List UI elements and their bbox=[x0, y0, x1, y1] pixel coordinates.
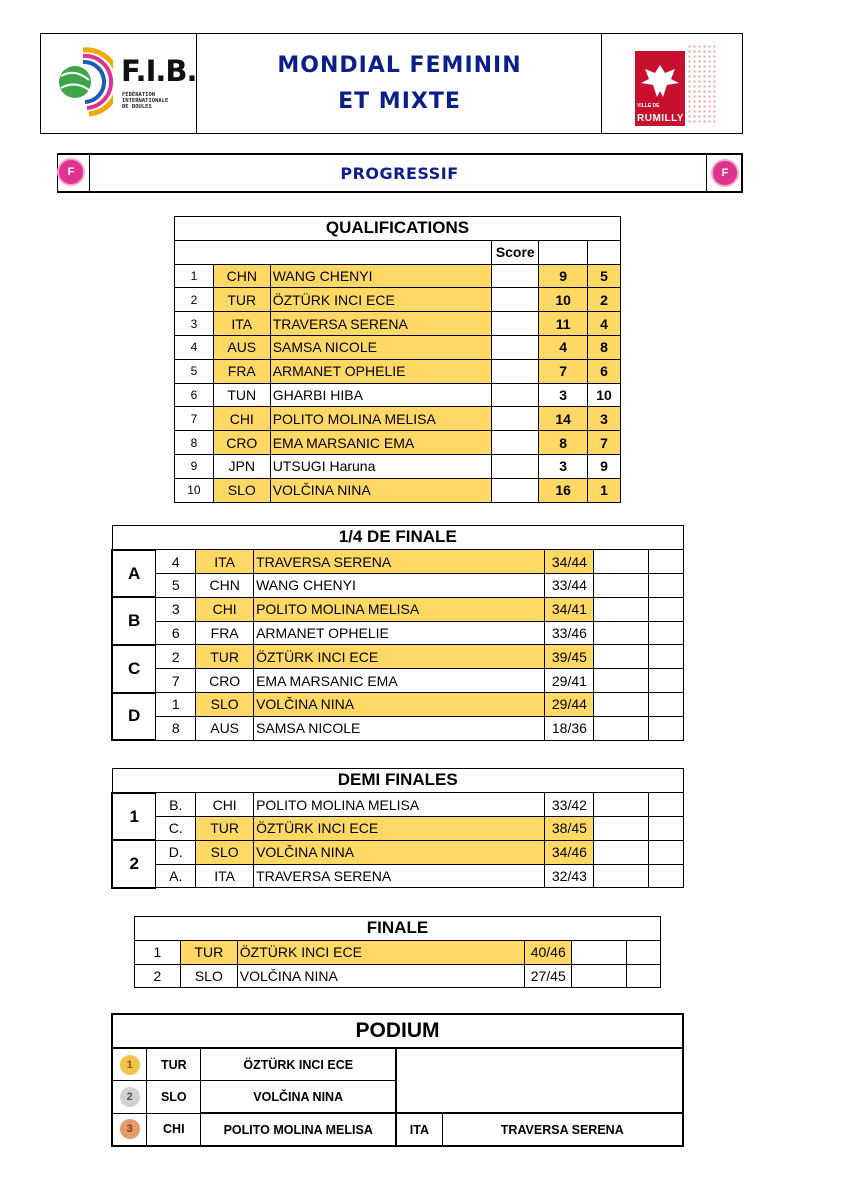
score-cell: 40/46 bbox=[525, 940, 572, 964]
empty-cell bbox=[594, 550, 649, 574]
player-name-cell: SAMSA NICOLE bbox=[254, 716, 545, 740]
points-cell: 16 bbox=[539, 478, 588, 502]
silver-medal-icon: 2 bbox=[112, 1081, 147, 1114]
podium-title: PODIUM bbox=[112, 1014, 683, 1048]
category-label: PROGRESSIF bbox=[340, 163, 459, 183]
seed-cell: A. bbox=[156, 864, 196, 888]
country-cell: SLO bbox=[180, 964, 237, 988]
seed-cell: 7 bbox=[156, 669, 196, 693]
score-cell bbox=[492, 407, 539, 431]
empty-cell bbox=[627, 964, 661, 988]
podium-country: SLO bbox=[147, 1081, 201, 1114]
semi-finals-table bbox=[111, 768, 684, 889]
table-row bbox=[175, 264, 621, 288]
rumilly-eagle-icon bbox=[635, 51, 685, 126]
position-cell: 5 bbox=[588, 264, 621, 288]
group-label: A bbox=[112, 550, 156, 598]
player-name-cell: SAMSA NICOLE bbox=[270, 335, 492, 359]
table-row bbox=[112, 793, 684, 817]
country-cell: FRA bbox=[196, 621, 254, 645]
country-cell: CHN bbox=[213, 264, 270, 288]
player-name-cell: TRAVERSA SERENA bbox=[254, 864, 545, 888]
score-cell: 33/46 bbox=[545, 621, 594, 645]
table-row bbox=[175, 478, 621, 502]
player-name-cell: TRAVERSA SERENA bbox=[254, 550, 545, 574]
final-table bbox=[134, 916, 661, 988]
empty-cell bbox=[594, 840, 649, 864]
score-cell bbox=[492, 264, 539, 288]
score-cell: 38/45 bbox=[545, 817, 594, 841]
rank-cell: 4 bbox=[175, 335, 214, 359]
semi-finals-title: DEMI FINALES bbox=[112, 769, 684, 793]
score-cell bbox=[492, 312, 539, 336]
rumilly-logo bbox=[601, 34, 742, 133]
group-label: C bbox=[112, 645, 156, 693]
seed-cell: 3 bbox=[156, 597, 196, 621]
player-name-cell: ÖZTÜRK INCI ECE bbox=[270, 288, 492, 312]
group-label: 2 bbox=[112, 840, 156, 888]
points-cell: 11 bbox=[539, 312, 588, 336]
rank-cell: 8 bbox=[175, 431, 214, 455]
points-cell: 7 bbox=[539, 359, 588, 383]
position-cell: 10 bbox=[588, 383, 621, 407]
position-cell: 8 bbox=[588, 335, 621, 359]
player-name-cell: ÖZTÜRK INCI ECE bbox=[254, 645, 545, 669]
empty-cell bbox=[649, 817, 684, 841]
rank-cell: 3 bbox=[175, 312, 214, 336]
player-name-cell: EMA MARSANIC EMA bbox=[270, 431, 492, 455]
country-cell: CRO bbox=[213, 431, 270, 455]
player-name-cell: ARMANET OPHELIE bbox=[254, 621, 545, 645]
empty-cell bbox=[649, 550, 684, 574]
table-row bbox=[112, 550, 684, 574]
empty-cell bbox=[649, 716, 684, 740]
empty-cell bbox=[594, 864, 649, 888]
bronze-medal-icon: 3 bbox=[112, 1113, 147, 1146]
points-cell: 14 bbox=[539, 407, 588, 431]
score-cell: 32/43 bbox=[545, 864, 594, 888]
table-row bbox=[112, 817, 684, 841]
player-name-cell: WANG CHENYI bbox=[270, 264, 492, 288]
seed-cell: C. bbox=[156, 817, 196, 841]
score-cell: 34/44 bbox=[545, 550, 594, 574]
empty-cell bbox=[594, 574, 649, 598]
title-line-2: ET MIXTE bbox=[338, 88, 461, 114]
country-cell: CHI bbox=[196, 793, 254, 817]
podium-name: ÖZTÜRK INCI ECE bbox=[201, 1048, 397, 1081]
rank-cell: 2 bbox=[135, 964, 181, 988]
table-row bbox=[112, 693, 684, 717]
country-cell: CHI bbox=[213, 407, 270, 431]
seed-cell: 8 bbox=[156, 716, 196, 740]
female-badge-right: F bbox=[713, 161, 737, 185]
rank-cell: 7 bbox=[175, 407, 214, 431]
player-name-cell: GHARBI HIBA bbox=[270, 383, 492, 407]
position-cell: 6 bbox=[588, 359, 621, 383]
score-cell bbox=[492, 478, 539, 502]
table-row bbox=[112, 669, 684, 693]
player-name-cell: VOLČINA NINA bbox=[254, 693, 545, 717]
score-cell bbox=[492, 359, 539, 383]
score-cell: 29/44 bbox=[545, 693, 594, 717]
empty-cell bbox=[594, 645, 649, 669]
podium-table bbox=[111, 1013, 684, 1147]
table-row bbox=[135, 940, 661, 964]
empty-cell bbox=[649, 621, 684, 645]
fib-logo-subtext: FÉDÉRATION INTERNATIONALE DE BOULES bbox=[122, 92, 169, 110]
player-name-cell: ÖZTÜRK INCI ECE bbox=[254, 817, 545, 841]
position-cell: 9 bbox=[588, 454, 621, 478]
points-cell: 3 bbox=[539, 383, 588, 407]
podium-country: ITA bbox=[396, 1113, 442, 1146]
score-cell bbox=[492, 431, 539, 455]
position-cell: 2 bbox=[588, 288, 621, 312]
dot-pattern bbox=[687, 44, 717, 124]
score-cell bbox=[492, 383, 539, 407]
country-cell: SLO bbox=[196, 840, 254, 864]
rank-cell: 1 bbox=[175, 264, 214, 288]
player-name-cell: ARMANET OPHELIE bbox=[270, 359, 492, 383]
player-name-cell: TRAVERSA SERENA bbox=[270, 312, 492, 336]
position-cell: 7 bbox=[588, 431, 621, 455]
fib-logo bbox=[41, 34, 197, 133]
podium-country: CHI bbox=[147, 1113, 201, 1146]
country-cell: ITA bbox=[196, 550, 254, 574]
points-cell: 4 bbox=[539, 335, 588, 359]
empty-cell bbox=[594, 693, 649, 717]
final-title: FINALE bbox=[135, 917, 661, 941]
group-label: B bbox=[112, 597, 156, 645]
table-row bbox=[112, 864, 684, 888]
rank-cell: 6 bbox=[175, 383, 214, 407]
rank-cell: 5 bbox=[175, 359, 214, 383]
table-row bbox=[175, 407, 621, 431]
country-cell: TUN bbox=[213, 383, 270, 407]
fib-emblem-icon bbox=[53, 46, 113, 118]
rank-cell: 1 bbox=[135, 940, 181, 964]
country-cell: CHI bbox=[196, 597, 254, 621]
score-cell: 18/36 bbox=[545, 716, 594, 740]
empty-cell bbox=[649, 574, 684, 598]
empty-cell bbox=[594, 669, 649, 693]
player-name-cell: ÖZTÜRK INCI ECE bbox=[237, 940, 524, 964]
player-name-cell: VOLČINA NINA bbox=[237, 964, 524, 988]
country-cell: SLO bbox=[213, 478, 270, 502]
gold-medal-icon: 1 bbox=[112, 1048, 147, 1081]
empty-cell bbox=[649, 693, 684, 717]
score-cell: 33/42 bbox=[545, 793, 594, 817]
category-bar bbox=[57, 153, 743, 193]
player-name-cell: UTSUGI Haruna bbox=[270, 454, 492, 478]
player-name-cell: VOLČINA NINA bbox=[270, 478, 492, 502]
podium-name: VOLČINA NINA bbox=[201, 1081, 397, 1114]
points-cell: 8 bbox=[539, 431, 588, 455]
empty-cell bbox=[649, 864, 684, 888]
seed-cell: 5 bbox=[156, 574, 196, 598]
title-line-1: MONDIAL FEMININ bbox=[277, 52, 522, 78]
table-row bbox=[175, 312, 621, 336]
table-row bbox=[175, 431, 621, 455]
points-cell: 3 bbox=[539, 454, 588, 478]
score-cell: 27/45 bbox=[525, 964, 572, 988]
country-cell: TUR bbox=[196, 645, 254, 669]
empty-cell bbox=[594, 621, 649, 645]
score-cell bbox=[492, 335, 539, 359]
table-row bbox=[175, 454, 621, 478]
empty-cell bbox=[594, 817, 649, 841]
points-cell: 9 bbox=[539, 264, 588, 288]
seed-cell: 6 bbox=[156, 621, 196, 645]
score-cell: 39/45 bbox=[545, 645, 594, 669]
seed-cell: 2 bbox=[156, 645, 196, 669]
table-row bbox=[112, 621, 684, 645]
qualifications-title: QUALIFICATIONS bbox=[175, 217, 621, 241]
podium-name: TRAVERSA SERENA bbox=[442, 1113, 683, 1146]
country-cell: FRA bbox=[213, 359, 270, 383]
table-row bbox=[175, 383, 621, 407]
seed-cell: 1 bbox=[156, 693, 196, 717]
table-row bbox=[112, 840, 684, 864]
quarter-finals-table bbox=[111, 525, 684, 741]
country-cell: TUR bbox=[180, 940, 237, 964]
position-cell: 4 bbox=[588, 312, 621, 336]
country-cell: AUS bbox=[196, 716, 254, 740]
score-header: Score bbox=[492, 240, 539, 264]
score-cell bbox=[492, 454, 539, 478]
player-name-cell: EMA MARSANIC EMA bbox=[254, 669, 545, 693]
qualifications-table bbox=[174, 216, 621, 503]
country-cell: TUR bbox=[196, 817, 254, 841]
seed-cell: 4 bbox=[156, 550, 196, 574]
table-row bbox=[112, 597, 684, 621]
seed-cell: B. bbox=[156, 793, 196, 817]
podium-country: TUR bbox=[147, 1048, 201, 1081]
rank-cell: 9 bbox=[175, 454, 214, 478]
empty-cell bbox=[594, 716, 649, 740]
table-row bbox=[112, 716, 684, 740]
city-logo-name: RUMILLY bbox=[637, 113, 685, 124]
country-cell: JPN bbox=[213, 454, 270, 478]
score-cell bbox=[492, 288, 539, 312]
quarter-finals-title: 1/4 DE FINALE bbox=[112, 526, 684, 550]
seed-cell: D. bbox=[156, 840, 196, 864]
table-row bbox=[175, 335, 621, 359]
table-row bbox=[135, 964, 661, 988]
empty-cell bbox=[594, 597, 649, 621]
empty-cell bbox=[649, 669, 684, 693]
country-cell: SLO bbox=[196, 693, 254, 717]
podium-name: POLITO MOLINA MELISA bbox=[201, 1113, 397, 1146]
empty-cell bbox=[572, 940, 627, 964]
score-cell: 34/46 bbox=[545, 840, 594, 864]
player-name-cell: POLITO MOLINA MELISA bbox=[254, 793, 545, 817]
document-header bbox=[40, 33, 743, 134]
score-cell: 34/41 bbox=[545, 597, 594, 621]
table-row bbox=[112, 645, 684, 669]
player-name-cell: WANG CHENYI bbox=[254, 574, 545, 598]
country-cell: ITA bbox=[213, 312, 270, 336]
player-name-cell: VOLČINA NINA bbox=[254, 840, 545, 864]
empty-cell bbox=[594, 793, 649, 817]
female-badge-left: F bbox=[59, 160, 83, 184]
player-name-cell: POLITO MOLINA MELISA bbox=[270, 407, 492, 431]
table-row bbox=[175, 288, 621, 312]
table-row bbox=[112, 574, 684, 598]
fib-logo-text: F.I.B. bbox=[121, 54, 197, 88]
table-row bbox=[175, 359, 621, 383]
country-cell: CHN bbox=[196, 574, 254, 598]
empty-cell bbox=[649, 645, 684, 669]
empty-cell bbox=[649, 597, 684, 621]
group-label: 1 bbox=[112, 793, 156, 841]
empty-cell bbox=[649, 793, 684, 817]
country-cell: ITA bbox=[196, 864, 254, 888]
score-cell: 33/44 bbox=[545, 574, 594, 598]
rank-cell: 2 bbox=[175, 288, 214, 312]
position-cell: 1 bbox=[588, 478, 621, 502]
empty-cell bbox=[572, 964, 627, 988]
city-logo-label: VILLE DE bbox=[637, 103, 660, 109]
empty-cell bbox=[649, 840, 684, 864]
page-title bbox=[196, 34, 603, 133]
empty-cell bbox=[627, 940, 661, 964]
score-cell: 29/41 bbox=[545, 669, 594, 693]
country-cell: CRO bbox=[196, 669, 254, 693]
country-cell: TUR bbox=[213, 288, 270, 312]
player-name-cell: POLITO MOLINA MELISA bbox=[254, 597, 545, 621]
group-label: D bbox=[112, 693, 156, 741]
position-cell: 3 bbox=[588, 407, 621, 431]
country-cell: AUS bbox=[213, 335, 270, 359]
points-cell: 10 bbox=[539, 288, 588, 312]
rank-cell: 10 bbox=[175, 478, 214, 502]
